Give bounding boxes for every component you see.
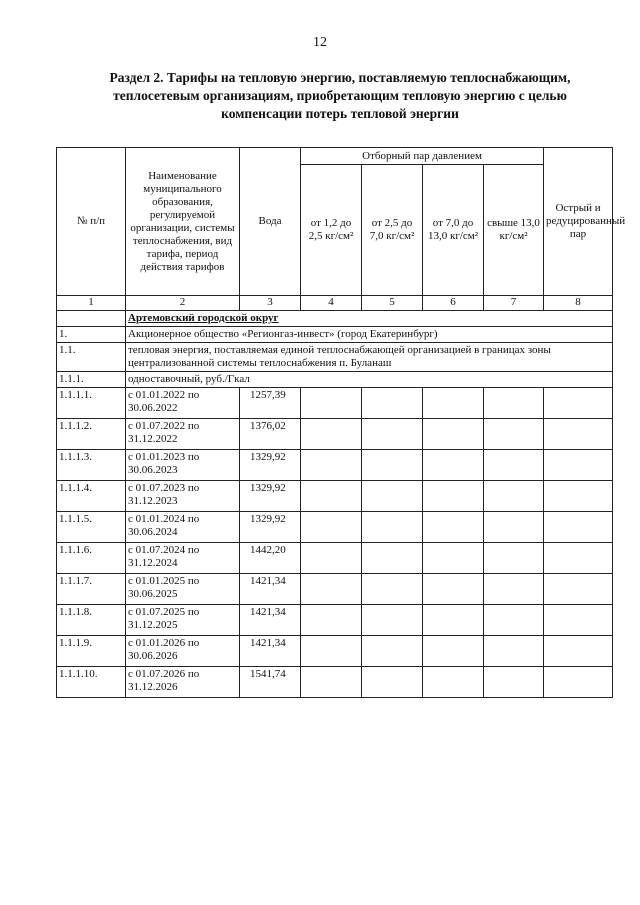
- row-steam-cell: [362, 667, 423, 698]
- row-sharp-steam-cell: [544, 419, 613, 450]
- row-sharp-steam-cell: [544, 481, 613, 512]
- header-steam-group: Отборный пар давлением: [301, 148, 544, 165]
- org-name: Акционерное общество «Регионгаз-инвест» (город Екатеринбург): [126, 327, 613, 343]
- section-title-line: компенсации потерь тепловой энергии: [221, 106, 459, 121]
- row-num: 1.1.1.10.: [57, 667, 126, 698]
- row-sharp-steam-cell: [544, 574, 613, 605]
- row-num: 1.1.1.3.: [57, 450, 126, 481]
- row-steam-cell: [362, 450, 423, 481]
- header-steam-col: от 7,0 до 13,0 кг/см²: [423, 165, 484, 296]
- row-steam-cell: [301, 512, 362, 543]
- row-steam-cell: [423, 450, 484, 481]
- table-row: [57, 667, 613, 698]
- table-row: [57, 543, 613, 574]
- row-num: 1.1.1.5.: [57, 512, 126, 543]
- municipality-name: Артемовский городской округ: [126, 311, 613, 327]
- table-row: [57, 636, 613, 667]
- table-row: [57, 512, 613, 543]
- system-row: [57, 343, 613, 372]
- row-steam-cell: [423, 481, 484, 512]
- column-number: 3: [240, 296, 301, 311]
- header-row: [57, 148, 613, 165]
- table-row: [57, 605, 613, 636]
- row-steam-cell: [301, 605, 362, 636]
- row-steam-cell: [484, 481, 544, 512]
- table-row: [57, 574, 613, 605]
- row-period: с 01.07.2026 по 31.12.2026: [126, 667, 240, 698]
- org-row: [57, 327, 613, 343]
- org-num: 1.: [57, 327, 126, 343]
- column-number: 5: [362, 296, 423, 311]
- row-steam-cell: [362, 636, 423, 667]
- row-steam-cell: [484, 419, 544, 450]
- row-sharp-steam-cell: [544, 636, 613, 667]
- row-steam-cell: [423, 543, 484, 574]
- header-col-sharp-steam: Острый и редуцированный пар: [544, 148, 613, 296]
- row-num: 1.1.1.8.: [57, 605, 126, 636]
- row-water-value: 1421,34: [240, 636, 301, 667]
- row-steam-cell: [423, 574, 484, 605]
- table-row: [57, 419, 613, 450]
- tariff-table: [56, 147, 626, 698]
- row-water-value: 1442,20: [240, 543, 301, 574]
- row-steam-cell: [423, 667, 484, 698]
- row-steam-cell: [484, 543, 544, 574]
- row-steam-cell: [484, 388, 544, 419]
- table-row: [57, 388, 613, 419]
- header-steam-col: от 1,2 до 2,5 кг/см²: [301, 165, 362, 296]
- row-period: с 01.07.2022 по 31.12.2022: [126, 419, 240, 450]
- row-num: 1.1.1.7.: [57, 574, 126, 605]
- row-steam-cell: [362, 481, 423, 512]
- row-steam-cell: [301, 388, 362, 419]
- row-steam-cell: [484, 605, 544, 636]
- row-water-value: 1329,92: [240, 450, 301, 481]
- row-water-value: 1329,92: [240, 512, 301, 543]
- system-num: 1.1.: [57, 343, 126, 372]
- row-steam-cell: [362, 512, 423, 543]
- row-steam-cell: [301, 419, 362, 450]
- row-water-value: 1421,34: [240, 605, 301, 636]
- tariff-type-name: одноставочный, руб./Гкал: [126, 372, 613, 388]
- row-water-value: 1421,34: [240, 574, 301, 605]
- row-num: 1.1.1.9.: [57, 636, 126, 667]
- row-steam-cell: [362, 419, 423, 450]
- row-water-value: 1376,02: [240, 419, 301, 450]
- section-title: [60, 69, 620, 123]
- page-number: 12: [313, 35, 327, 50]
- row-sharp-steam-cell: [544, 667, 613, 698]
- row-steam-cell: [484, 667, 544, 698]
- row-steam-cell: [301, 574, 362, 605]
- header-steam-col: от 2,5 до 7,0 кг/см²: [362, 165, 423, 296]
- column-number: 1: [57, 296, 126, 311]
- row-sharp-steam-cell: [544, 605, 613, 636]
- column-number: 2: [126, 296, 240, 311]
- row-sharp-steam-cell: [544, 450, 613, 481]
- row-steam-cell: [484, 450, 544, 481]
- row-steam-cell: [362, 605, 423, 636]
- row-sharp-steam-cell: [544, 512, 613, 543]
- row-steam-cell: [484, 512, 544, 543]
- row-steam-cell: [362, 543, 423, 574]
- row-steam-cell: [423, 388, 484, 419]
- column-number-row: [57, 296, 613, 311]
- row-water-value: 1541,74: [240, 667, 301, 698]
- tariff-type-row: [57, 372, 613, 388]
- row-steam-cell: [301, 481, 362, 512]
- header-col-water: Вода: [240, 148, 301, 296]
- header-col-name: Наименование муниципального образования, регулируемой организации, системы теплоснабжения, вид тарифа, период действия тарифов: [126, 148, 240, 296]
- row-steam-cell: [301, 636, 362, 667]
- row-water-value: 1329,92: [240, 481, 301, 512]
- row-steam-cell: [362, 574, 423, 605]
- row-num: 1.1.1.6.: [57, 543, 126, 574]
- row-steam-cell: [423, 512, 484, 543]
- row-num: 1.1.1.4.: [57, 481, 126, 512]
- column-number: 7: [484, 296, 544, 311]
- municipality-num-cell: [57, 311, 126, 327]
- row-period: с 01.01.2025 по 30.06.2025: [126, 574, 240, 605]
- column-number: 4: [301, 296, 362, 311]
- header-col-num: № п/п: [57, 148, 126, 296]
- table-row: [57, 450, 613, 481]
- column-number: 6: [423, 296, 484, 311]
- row-steam-cell: [423, 419, 484, 450]
- row-num: 1.1.1.2.: [57, 419, 126, 450]
- section-title-line: теплосетевым организациям, приобретающим тепловую энергию с целью: [113, 88, 567, 103]
- column-number: 8: [544, 296, 613, 311]
- section-title-line: Раздел 2. Тарифы на тепловую энергию, поставляемую теплоснабжающим,: [109, 70, 571, 85]
- municipality-row: [57, 311, 613, 327]
- row-period: с 01.01.2023 по 30.06.2023: [126, 450, 240, 481]
- row-steam-cell: [301, 450, 362, 481]
- row-steam-cell: [423, 605, 484, 636]
- row-period: с 01.07.2023 по 31.12.2023: [126, 481, 240, 512]
- row-steam-cell: [301, 667, 362, 698]
- row-sharp-steam-cell: [544, 388, 613, 419]
- row-steam-cell: [301, 543, 362, 574]
- system-name: тепловая энергия, поставляемая единой теплоснабжающей организацией в границах зоны централизованной системы теплоснабжения п. Буланаш: [126, 343, 613, 372]
- row-period: с 01.01.2024 по 30.06.2024: [126, 512, 240, 543]
- row-steam-cell: [484, 636, 544, 667]
- row-period: с 01.07.2024 по 31.12.2024: [126, 543, 240, 574]
- table-body: [57, 148, 626, 698]
- row-period: с 01.01.2026 по 30.06.2026: [126, 636, 240, 667]
- row-period: с 01.01.2022 по 30.06.2022: [126, 388, 240, 419]
- row-num: 1.1.1.1.: [57, 388, 126, 419]
- row-steam-cell: [423, 636, 484, 667]
- row-water-value: 1257,39: [240, 388, 301, 419]
- header-steam-col: свыше 13,0 кг/см²: [484, 165, 544, 296]
- row-sharp-steam-cell: [544, 543, 613, 574]
- row-steam-cell: [362, 388, 423, 419]
- row-period: с 01.07.2025 по 31.12.2025: [126, 605, 240, 636]
- row-steam-cell: [484, 574, 544, 605]
- tariff-type-num: 1.1.1.: [57, 372, 126, 388]
- table-row: [57, 481, 613, 512]
